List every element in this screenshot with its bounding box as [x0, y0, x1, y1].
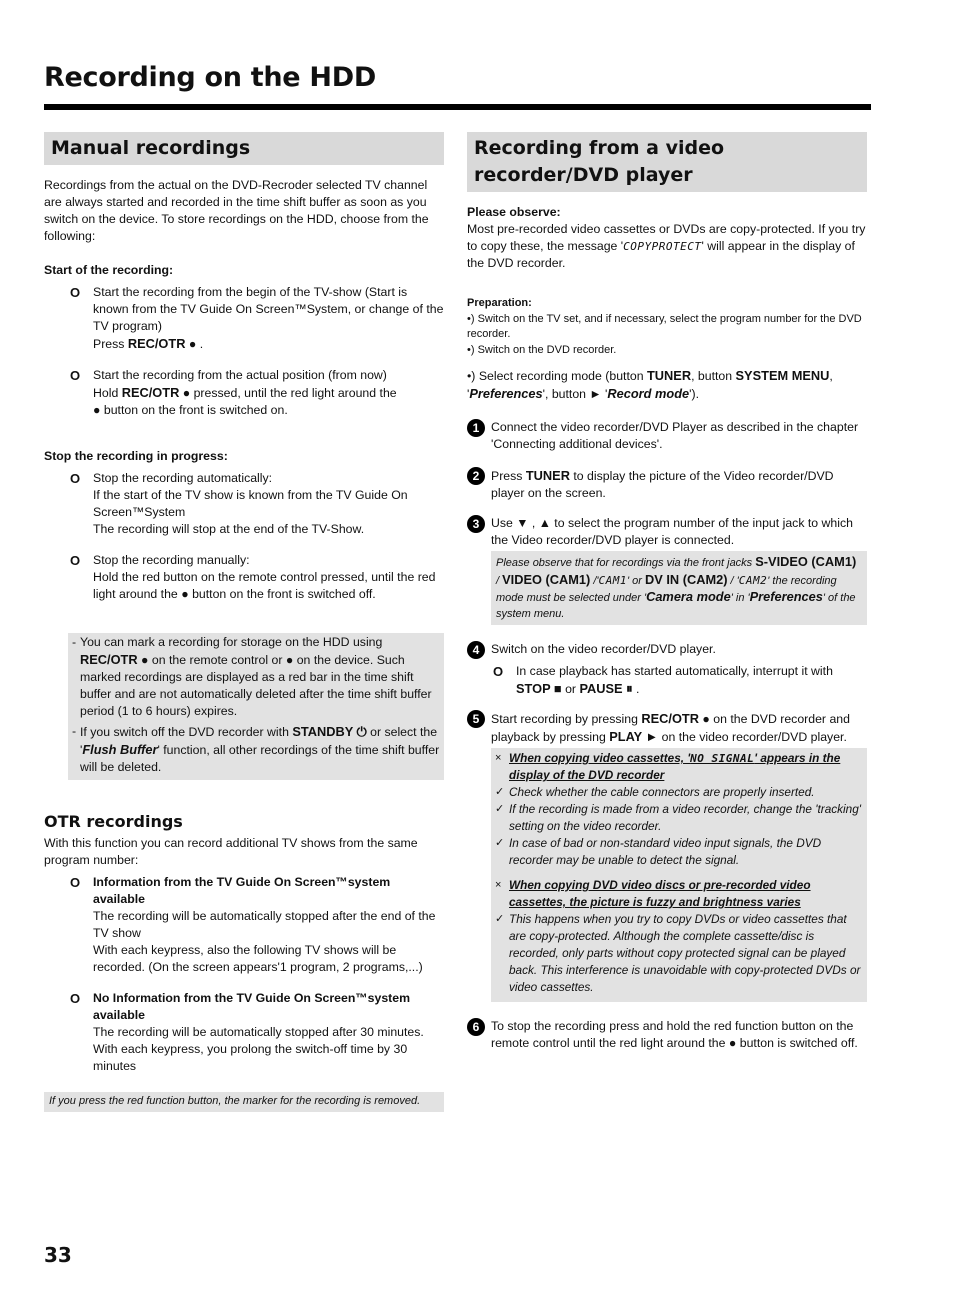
- trouble-heading-2: × When copying DVD video discs or pre-recorded video cassettes, the picture is fuzzy and brightness varies: [495, 878, 811, 909]
- record-dot-icon: ●: [728, 1036, 737, 1050]
- bullet-icon: O: [493, 664, 504, 679]
- left-column: [44, 132, 444, 1112]
- record-dot-icon: ●: [93, 403, 101, 417]
- step-6: 6 To stop the recording press and hold the red function button on the remote control until the red light around the ● button is switched off.: [467, 1018, 867, 1052]
- record-dot-icon: ●: [702, 712, 710, 726]
- note-item-2: - If you switch off the DVD recorder with STANDBY ⏻ or select the 'Flush Buffer' function, all other recordings of the time shift buffer will be deleted.: [72, 724, 440, 774]
- trouble-check: ✓ In case of bad or non-standard video input signals, the DVD recorder may be unable to detect the signal.: [495, 836, 822, 867]
- otr-recordings-heading: OTR recordings: [44, 812, 183, 831]
- bullet-icon: O: [70, 875, 81, 890]
- record-dot-icon: ●: [182, 386, 191, 400]
- troubleshooting-box: [491, 748, 867, 1002]
- start-item-1: O Start the recording from the begin of the TV-show (Start is known from the TV Guide On Screen™System, or change of the TV program) Press REC/OTR ● .: [70, 285, 444, 351]
- bullet-icon: O: [70, 553, 81, 568]
- right-column: [467, 132, 867, 1052]
- step-2: 2 Press TUNER to display the picture of the Video recorder/DVD player on the screen.: [467, 467, 867, 502]
- record-dot-icon: ●: [285, 653, 294, 667]
- start-recording-label: Start of the recording:: [44, 263, 174, 277]
- observe-text: Most pre-recorded video cassettes or DVDs are copy-protected. If you try to copy these, the message 'COPYPROTECT' will appear in the display of the DVD recorder.: [467, 222, 866, 270]
- rec-otr-key: REC/OTR: [641, 711, 699, 726]
- title-rule: [44, 104, 871, 110]
- stop-key: STOP ■: [516, 681, 562, 696]
- flush-buffer-label: Flush Buffer: [82, 742, 158, 757]
- record-dot-icon: ●: [188, 337, 197, 351]
- bullet-icon: O: [70, 368, 81, 383]
- step-4-sub: O In case playback has started automatically, interrupt it with STOP ■ or PAUSE ⏸ .: [493, 664, 833, 696]
- step-number-icon: 2: [467, 467, 485, 485]
- trouble-check: ✓ Check whether the cable connectors are properly inserted.: [495, 785, 815, 799]
- otr-intro: With this function you can record additional TV shows from the same program number:: [44, 836, 418, 867]
- page-title: Recording on the HDD: [44, 62, 376, 93]
- pause-key: PAUSE ⏸: [579, 681, 633, 696]
- manual-note-box: [68, 633, 444, 780]
- trouble-check: ✓ This happens when you try to copy DVDs or video cassettes that are copy-protected. Although the complete cassette/disc is recorded, only parts without copy protected signal can be played back. This interference is unavoidable with copy-protected DVDs or video cassettes.: [495, 912, 861, 994]
- cross-icon: ×: [495, 879, 502, 891]
- manual-recordings-heading: Manual recordings: [44, 132, 444, 165]
- step-4: 4 Switch on the video recorder/DVD player.: [467, 641, 867, 658]
- video-recorder-heading: Recording from a video recorder/DVD player: [467, 132, 867, 192]
- step-number-icon: 5: [467, 710, 485, 728]
- lcd-copyprotect: COPYPROTECT: [623, 240, 702, 253]
- start-item-2: O Start the recording from the actual position (from now) Hold REC/OTR ● pressed, until the red light around the ● button on the front is switched on.: [70, 368, 397, 417]
- stop-item-1: O Stop the recording automatically: If the start of the TV show is known from the TV Guide On Screen™System The recording will stop at the end of the TV-Show.: [70, 471, 408, 536]
- step-1: 1 Connect the video recorder/DVD Player as described in the chapter 'Connecting additional devices'.: [467, 419, 867, 453]
- rec-otr-key: REC/OTR: [121, 385, 180, 400]
- play-key: PLAY ►: [609, 729, 659, 744]
- prep-step-1: •) Switch on the TV set, and if necessary, select the program number for the DVD recorder.: [467, 312, 862, 340]
- tuner-key: TUNER: [646, 368, 692, 383]
- please-observe-label: Please observe:: [467, 205, 561, 219]
- check-icon: ✓: [495, 786, 505, 798]
- step-number-icon: 4: [467, 641, 485, 659]
- page-number: 33: [44, 1243, 72, 1267]
- system-menu-key: SYSTEM MENU: [735, 368, 830, 383]
- step-5: 5 Start recording by pressing REC/OTR ● on the DVD recorder and playback by pressing PLAY ► on the video recorder/DVD player.: [467, 710, 867, 746]
- record-dot-icon: ●: [181, 587, 189, 601]
- trouble-heading-1: × When copying video cassettes, 'NO SIGNAL' appears in the display of the DVD recorder: [495, 751, 841, 782]
- otr-item-1: O Information from the TV Guide On Screen™system available The recording will be automatically stopped after the end of the TV show With each keypress, also the following TV shows will be recorded. (On the screen appears'1 program, 2 programs,...): [70, 875, 436, 974]
- check-icon: ✓: [495, 837, 505, 849]
- stop-recording-label: Stop the recording in progress:: [44, 449, 228, 463]
- prep-step-2: •) Switch on the DVD recorder.: [467, 343, 617, 356]
- check-icon: ✓: [495, 803, 505, 815]
- preparation-label: Preparation:: [467, 297, 532, 309]
- cross-icon: ×: [495, 752, 502, 764]
- manual-intro: Recordings from the actual on the DVD-Recroder selected TV channel are always started and recorded in the time shift buffer as soon as you switch on the device. To store recordings on the HDD, choose from the following:: [44, 178, 429, 243]
- stop-item-2: O Stop the recording manually: Hold the red button on the remote control pressed, until the red light around the ● button on the front is switched off.: [70, 553, 436, 601]
- standby-key: STANDBY ⏻: [292, 724, 367, 739]
- rec-otr-key: REC/OTR: [80, 652, 138, 667]
- check-icon: ✓: [495, 913, 505, 925]
- step-3-note: Please observe that for recordings via the front jacks S-VIDEO (CAM1) / VIDEO (CAM1) /'CAM1' or DV IN (CAM2) / 'CAM2' the recording mode must be selected under 'Camera mode' in 'Preferences' of the system menu.: [491, 551, 867, 625]
- step-number-icon: 6: [467, 1018, 485, 1036]
- trouble-check: ✓ If the recording is made from a video recorder, change the 'tracking' setting on the video recorder.: [495, 802, 862, 833]
- otr-item-2: O No Information from the TV Guide On Screen™system available The recording will be automatically stopped after 30 minutes. With each keypress, you prolong the switch-off time by 30 minutes: [70, 991, 424, 1073]
- step-3: 3 Use ▼ , ▲ to select the program number of the input jack to which the Video recorder/DVD player is connected.: [467, 515, 867, 549]
- rec-otr-key: REC/OTR: [127, 336, 186, 351]
- select-mode-text: •) Select recording mode (button TUNER, button SYSTEM MENU, 'Preferences', button ► 'Record mode').: [467, 368, 833, 401]
- otr-note-box: If you press the red function button, the marker for the recording is removed.: [44, 1092, 444, 1112]
- record-dot-icon: ●: [141, 653, 149, 667]
- note-item-1: - You can mark a recording for storage on the HDD using REC/OTR ● on the remote control or ● on the device. Such marked recordings are displayed as a red bar in the time shift buffer and are not automatically deleted after the time shift buffer period (1 to 6 hours) expires.: [72, 635, 432, 718]
- step-number-icon: 1: [467, 419, 485, 437]
- bullet-icon: O: [70, 285, 81, 300]
- bullet-icon: O: [70, 991, 81, 1006]
- step-number-icon: 3: [467, 515, 485, 533]
- tuner-key: TUNER: [525, 468, 570, 483]
- bullet-icon: O: [70, 471, 81, 486]
